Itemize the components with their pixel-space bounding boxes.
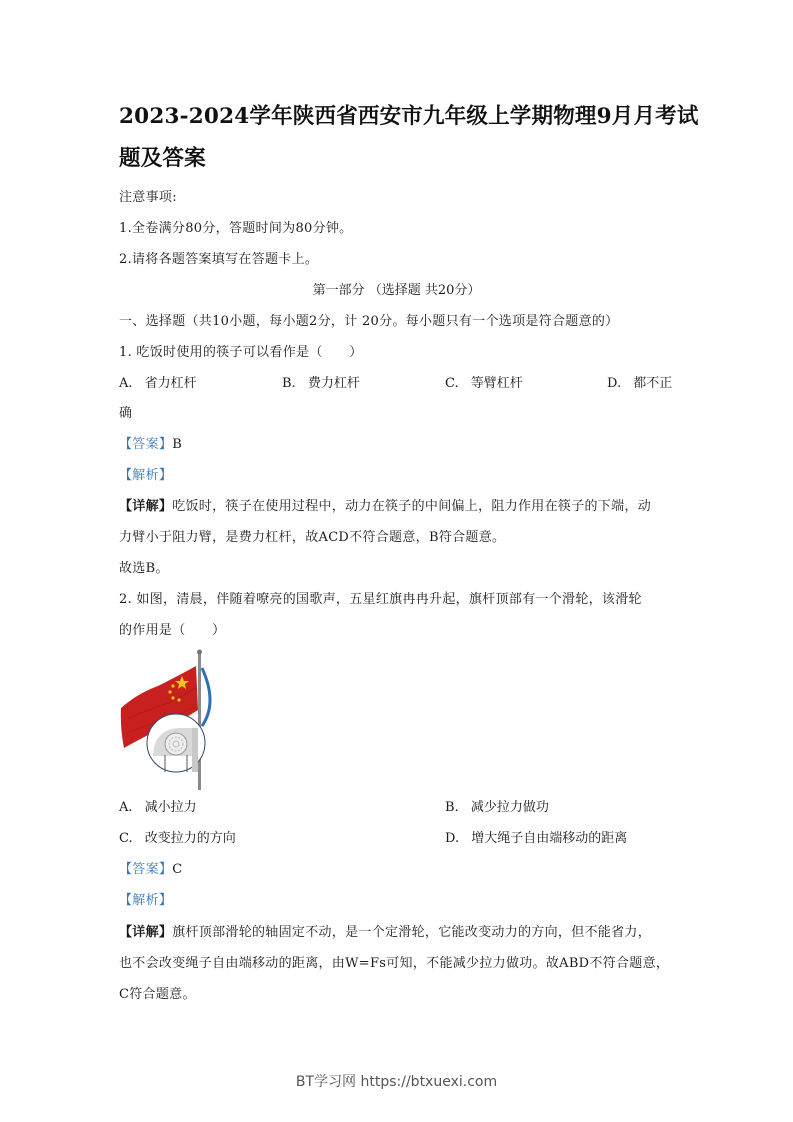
question-2-detail-line-1 (119, 925, 651, 941)
notice-item-2: 2.请将各题答案填写在答题卡上。 (119, 252, 319, 267)
question-1-detail-line-2: 力臂小于阻力臂，是费力杠杆，故ACD不符合题意，B符合题意。 (119, 530, 506, 545)
answer-tag: 【答案】 (119, 437, 173, 452)
question-2-detail-line-2: 也不会改变绳子自由端移动的距离，由W=Fs可知，不能减少拉力做功。故ABD不符合题意， (119, 956, 670, 971)
question-2-analysis (119, 893, 172, 909)
question-2-detail-line-3: C符合题意。 (119, 987, 196, 1002)
option-text: 都不正 (633, 376, 673, 391)
question-1-analysis (119, 468, 172, 484)
question-2-option-b (445, 800, 549, 816)
option-label: D. (445, 831, 460, 846)
question-1-option-d (607, 376, 672, 392)
notice-heading: 注意事项: (119, 190, 177, 205)
detail-text: 旗杆顶部滑轮的轴固定不动，是一个定滑轮，它能改变动力的方向，但不能省力， (172, 925, 652, 940)
analysis-tag: 【解析】 (119, 893, 173, 908)
option-label: C. (445, 376, 459, 391)
option-text: 改变拉力的方向 (144, 831, 236, 846)
detail-tag: 【详解】 (119, 925, 173, 940)
option-label: C. (119, 831, 133, 846)
question-2-option-d (445, 831, 627, 847)
footer-watermark: BT学习网 https://btxuexi.com (295, 1074, 498, 1090)
option-label: B. (282, 376, 296, 391)
option-text: 减小拉力 (144, 800, 197, 815)
option-text: 增大绳子自由端移动的距离 (471, 831, 628, 846)
question-1-option-d-wrap: 确 (119, 406, 133, 421)
option-label: D. (607, 376, 622, 391)
answer-value: B (172, 437, 183, 452)
notice-item-1: 1.全卷满分80分，答题时间为80分钟。 (119, 221, 353, 236)
option-text: 减少拉力做功 (470, 800, 549, 815)
flag-pole-pulley-image (118, 648, 218, 793)
question-1-stem: 1. 吃饭时使用的筷子可以看作是（ ） (119, 345, 363, 360)
detail-tag: 【详解】 (119, 499, 173, 514)
option-label: A. (119, 800, 133, 815)
question-1-answer (119, 437, 182, 453)
part-heading: 第一部分 （选择题 共20分） (312, 283, 481, 298)
question-2-stem-line-1: 2. 如图，清晨，伴随着嘹亮的国歌声，五星红旗冉冉升起，旗杆顶部有一个滑轮，该滑轮 (119, 592, 642, 607)
question-1-option-a (119, 376, 197, 392)
section-heading: 一、选择题（共10小题，每小题2分，计 20分。每小题只有一个选项是符合题意的） (119, 314, 619, 329)
document-title-line-1: 2023-2024学年陕西省西安市九年级上学期物理9月月考试 (119, 104, 699, 129)
option-label: B. (445, 800, 459, 815)
question-2-option-a (119, 800, 197, 816)
answer-value: C (172, 862, 183, 877)
question-1-option-b (282, 376, 360, 392)
option-text: 省力杠杆 (144, 376, 197, 391)
question-1-conclusion: 故选B。 (119, 561, 169, 576)
analysis-tag: 【解析】 (119, 468, 173, 483)
question-2-answer (119, 862, 182, 878)
answer-tag: 【答案】 (119, 862, 173, 877)
question-1-option-c (445, 376, 523, 392)
option-text: 等臂杠杆 (470, 376, 523, 391)
question-1-detail-line-1 (119, 499, 651, 515)
option-label: A. (119, 376, 133, 391)
question-2-stem-line-2: 的作用是（ ） (119, 623, 226, 638)
option-text: 费力杠杆 (307, 376, 360, 391)
document-title-line-2: 题及答案 (119, 146, 206, 171)
question-2-option-c (119, 831, 236, 847)
detail-text: 吃饭时，筷子在使用过程中，动力在筷子的中间偏上，阻力作用在筷子的下端，动 (172, 499, 652, 514)
